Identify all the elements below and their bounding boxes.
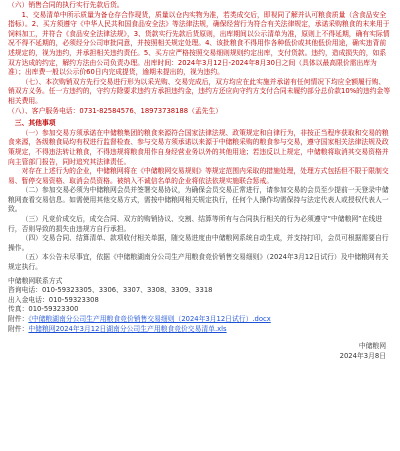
- signature-org: 中储粮网: [358, 342, 386, 351]
- section-three-p4: （三）凡竞价成交后，成交合同、双方的购销协议、交割、结算等所有与合同执行相关的行为必须遵守“中储粮网”在线进行，否则导致的损失由违规方自行承担。: [8, 215, 383, 233]
- item-six-header: （六）销售合同的执行实行先款后货。: [8, 1, 124, 9]
- section-three-p1: （一）参加交易方须承诺在中储粮集团的粮食来源符合国家法律法规、政策规定和自律行为，非按正当程序获取和交易的粮食来源，各级粮食局均有权进行监督检查、参与交易方须承诺以来源于中储粮采购的粮食参与交易，遵守国家相关法律法规及政策规定，不得违法转让粮食，不得违规将粮食用作自身经营业务以外的其他用途；若违反以上规定，中储粮将取消其交易资格并向主管部门报告，同时追究其法律责任。: [8, 128, 389, 166]
- signature-date: 2024年3月8日: [339, 351, 386, 360]
- section-three-title: 三、其他事项: [14, 119, 56, 128]
- contact-phone: 咨询电话：010-59323305、3306、3307、3308、3309、3318: [8, 286, 213, 295]
- contact-service-phone: 出入金电话：010-59323308: [8, 295, 99, 304]
- customer-service-phone: （八）、客户服务电话：0731-82584576、18973738188（孟先生）: [8, 106, 223, 115]
- section-three-p6: （五）本公告未尽事宜，依据《中储粮湖南分公司生产用粮食竞价销售交易细则》（2024年3月12日试行）及中储粮网有关规定执行。: [8, 253, 389, 272]
- announcement-page: [8, 0, 392, 361]
- item-one-paragraph: 1、交易清单中所示质量为备仓存合作现货，质量以仓内实物为准，若类成交后，即视同了解并认可粮食质量（含食品安全指标）。2、买方须遵守《中华人民共和国食品安全法》等法律法规，确保经营行为符合有关法律规定，承诺采购粮食的末来用于饲料加工，并符合《食品安全法律法规》，3、货款实行先款后货原则，出库期间以公示清单为准，原则上不得延期，确有实际情况不得不延期的，必须经分公司审批同意，并按照相关规定处理。4、该批粮食不得用作各种低价或其他低价用途，确实违背前述规定的，视为违约，并承担相关违约责任。5、买方应严格按照交易细则规则约定出库，支付货款。违约，造成损失的，如系双方达成的约定，解约方法由公司负责办理。出库时间：2024年3月12日-2024年8月30日之间（具体以最高限价需出库为准）；出库费一般以公示价60日内完成提货，逾期未提出的，视为违约。: [8, 10, 390, 77]
- attachment-row-2: [8, 325, 392, 335]
- contact-block: [8, 277, 392, 335]
- contact-fax: 传真：010-59323300: [8, 305, 79, 314]
- contact-header: 中储粮网联系方式: [8, 276, 63, 285]
- item-seven-paragraph: （七）、本次购销双方先行交易进行形为以采光购、交易完成后，双方均应在此实施并承诺有任何情况下均应全额履行购、销双方义务。任一方违约的，守约方除要求违约方承担违约金，违约方还应向守约方支付合同未履约部分总价款10%的违约金等相关费用。: [8, 77, 391, 105]
- attachment-row-1: [8, 315, 392, 325]
- section-three-p3: （二）参加交易必须为中储粮网会员并签署交易协议，为确保会员交易正常进行，请参加交易的会员至少提前一天登录中储粮网查看交易信息。如需使用其他交易方式，需按中储粮网相关规定执行，任何个人操作均需保持与法定代表人或授权代表人一致。: [8, 186, 389, 214]
- section-three-p5: （四）交易合同、结算清单、款项收付相关单据，随交易进度由中储粮网系统自动生成，并支持打印，会员可根据需要自行操作。: [8, 234, 389, 252]
- section-three-p2: 对存在上述行为的企业，中储粮网将在《中储粮网交易规则》等规定范围内采取的措施处理，处理方式包括但不限于限制交易、暂停交易资格、取消会员资格。被纳入不诚信名单的企业将依法依规实施联合惩戒。: [8, 167, 389, 185]
- attachment-link-list[interactable]: 中储粮网2024年3月12日湖南分公司生产用粮食竞价交易清单.xls: [28, 324, 227, 333]
- attachment-label: 附件：: [8, 324, 29, 333]
- attachment-label: 附件：: [8, 315, 29, 323]
- attachment-link-rules[interactable]: 《中储粮湖南分公司生产用粮食竞价销售交易细则（2024年3月12日试行）.docx: [28, 315, 271, 323]
